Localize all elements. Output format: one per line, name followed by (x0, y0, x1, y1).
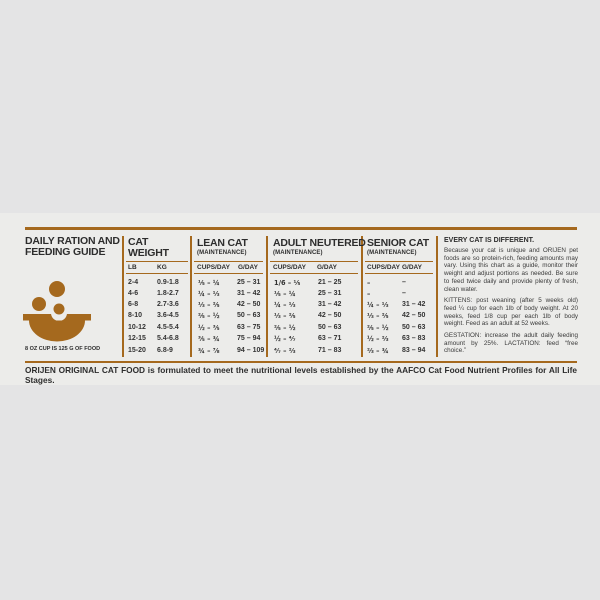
cell-lean-cups: ¾ – ⅞ (198, 347, 220, 355)
cell-adult-g: 21 – 25 (318, 279, 342, 286)
cell-senior-g: 50 – 63 (402, 324, 426, 331)
info-column (444, 237, 578, 359)
cell-lean-cups: ⅕ – ¼ (198, 279, 220, 287)
cell-adult-g: 50 – 63 (318, 324, 342, 331)
cell-adult-g: 71 – 83 (318, 347, 342, 354)
subheader-underline (365, 273, 433, 274)
cell-lean-g: 94 – 109 (237, 347, 265, 354)
lean-cat-header: LEAN CAT (197, 237, 248, 249)
cell-lean-cups: ⅓ – ⅖ (198, 301, 220, 309)
cell-lb: 8-10 (128, 312, 143, 319)
lean-cups-label: CUPS/DAY (197, 264, 230, 271)
header-underline (194, 261, 263, 262)
info-heading: EVERY CAT IS DIFFERENT. (444, 237, 535, 244)
senior-cups-label: CUPS/DAY (367, 264, 400, 271)
cell-lean-g: 63 – 75 (237, 324, 261, 331)
cell-adult-cups: ½ – ⁴⁄₇ (274, 335, 296, 343)
cell-adult-g: 31 – 42 (318, 301, 342, 308)
cell-kg: 6.8-9 (157, 347, 173, 354)
aafco-statement: ORIJEN ORIGINAL CAT FOOD is formulated to meet the nutritional levels established by the AAFCO Cat Food Nutrient Profiles for All Life Stages. (25, 365, 577, 385)
cup-note: 8 OZ CUP IS 125 G OF FOOD (25, 346, 101, 352)
cell-senior-cups: ⅖ – ½ (367, 324, 389, 332)
cell-senior-g: 31 – 42 (402, 301, 426, 308)
cell-kg: 5.4-6.8 (157, 335, 179, 342)
cell-kg: 2.7-3.6 (157, 301, 179, 308)
adult-neutered-subtitle: (MAINTENANCE) (273, 250, 323, 256)
cell-lean-cups: ¼ – ⅓ (198, 290, 220, 298)
cell-adult-cups: 1/6 – ⅕ (274, 279, 301, 287)
cell-senior-g: – (402, 279, 406, 286)
cell-lb: 4-6 (128, 290, 139, 297)
guide-title (25, 236, 120, 258)
top-rule (25, 227, 577, 230)
weight-header-line2: WEIGHT (128, 247, 169, 259)
subheader-underline (270, 273, 358, 274)
cell-senior-g: 42 – 50 (402, 312, 426, 319)
cell-senior-cups: ⅓ – ⅖ (367, 312, 389, 320)
cell-lean-cups: ⅖ – ½ (198, 312, 220, 320)
cell-senior-cups: – (367, 290, 371, 298)
cell-lean-cups: ½ – ⅗ (198, 324, 220, 332)
weight-header-line1: CAT (128, 236, 149, 248)
cell-senior-g: 83 – 94 (402, 347, 426, 354)
header-underline (270, 261, 358, 262)
adult-neutered-header: ADULT NEUTERED (273, 237, 366, 249)
cell-lb: 15-20 (128, 347, 146, 354)
cell-lean-g: 25 – 31 (237, 279, 261, 286)
cell-kg: 4.5-5.4 (157, 324, 179, 331)
senior-cat-header: SENIOR CAT (367, 237, 429, 249)
cell-lb: 6-8 (128, 301, 139, 308)
weight-column-header (128, 237, 169, 259)
cell-kg: 0.9-1.8 (157, 279, 179, 286)
cell-lean-cups: ⅗ – ¾ (198, 335, 220, 343)
cell-adult-g: 42 – 50 (318, 312, 342, 319)
cell-senior-cups: ½ – ⅔ (367, 335, 389, 343)
senior-gday-label: G/DAY (402, 264, 422, 271)
cell-adult-cups: ¼ – ⅓ (274, 301, 296, 309)
cell-senior-cups: ¼ – ⅓ (367, 301, 389, 309)
cell-lean-g: 42 – 50 (237, 301, 261, 308)
info-paragraph-gestation: GESTATION: increase the adult daily feeding amount by 25%. LACTATION: feed “free choice.” (444, 332, 578, 355)
adult-cups-label: CUPS/DAY (273, 264, 306, 271)
cell-senior-cups: ⅔ – ¾ (367, 347, 389, 355)
guide-title-line1: DAILY RATION AND (25, 235, 120, 247)
cell-adult-cups: ⅕ – ¼ (274, 290, 296, 298)
cell-adult-cups: ⅓ – ⅖ (274, 312, 296, 320)
cell-kg: 3.6-4.5 (157, 312, 179, 319)
cell-lean-g: 75 – 94 (237, 335, 261, 342)
info-paragraph-general: Because your cat is unique and ORIJEN pet foods are so protein-rich, feeding amounts may vary. Using this chart as a guide, monitor their weight and adjust portions as needed. Be sure to feed twice daily and provide plenty of fresh, clean water. (444, 247, 578, 293)
cell-senior-g: – (402, 290, 406, 297)
adult-gday-label: G/DAY (317, 264, 337, 271)
subheader-underline (126, 273, 188, 274)
cell-lean-g: 50 – 63 (237, 312, 261, 319)
header-underline (365, 261, 433, 262)
cell-lb: 2-4 (128, 279, 139, 286)
cell-lb: 12-15 (128, 335, 146, 342)
cell-adult-g: 63 – 71 (318, 335, 342, 342)
info-paragraph-kittens: KITTENS: post weaning (after 5 weeks old) feed ¼ cup for each 1lb of body weight. At 20 weeks, feed 1/8 cup per each 1lb of body weight. Feed as an adult at 52 weeks. (444, 297, 578, 328)
bottom-rule (25, 361, 577, 363)
cell-lb: 10-12 (128, 324, 146, 331)
kg-column-label: KG (157, 264, 167, 271)
senior-cat-subtitle: (MAINTENANCE) (367, 250, 417, 256)
subheader-underline (194, 273, 263, 274)
lean-gday-label: G/DAY (238, 264, 258, 271)
cell-senior-g: 63 – 83 (402, 335, 426, 342)
lb-column-label: LB (128, 264, 137, 271)
lean-cat-subtitle: (MAINTENANCE) (197, 250, 247, 256)
cell-lean-g: 31 – 42 (237, 290, 261, 297)
cell-kg: 1.8-2.7 (157, 290, 179, 297)
cell-adult-cups: ⅖ – ½ (274, 324, 296, 332)
cell-adult-cups: ⁴⁄₇ – ⅔ (274, 347, 296, 355)
cell-senior-cups: – (367, 279, 371, 287)
cell-adult-g: 25 – 31 (318, 290, 342, 297)
header-underline (126, 261, 188, 262)
guide-title-line2: FEEDING GUIDE (25, 246, 106, 258)
